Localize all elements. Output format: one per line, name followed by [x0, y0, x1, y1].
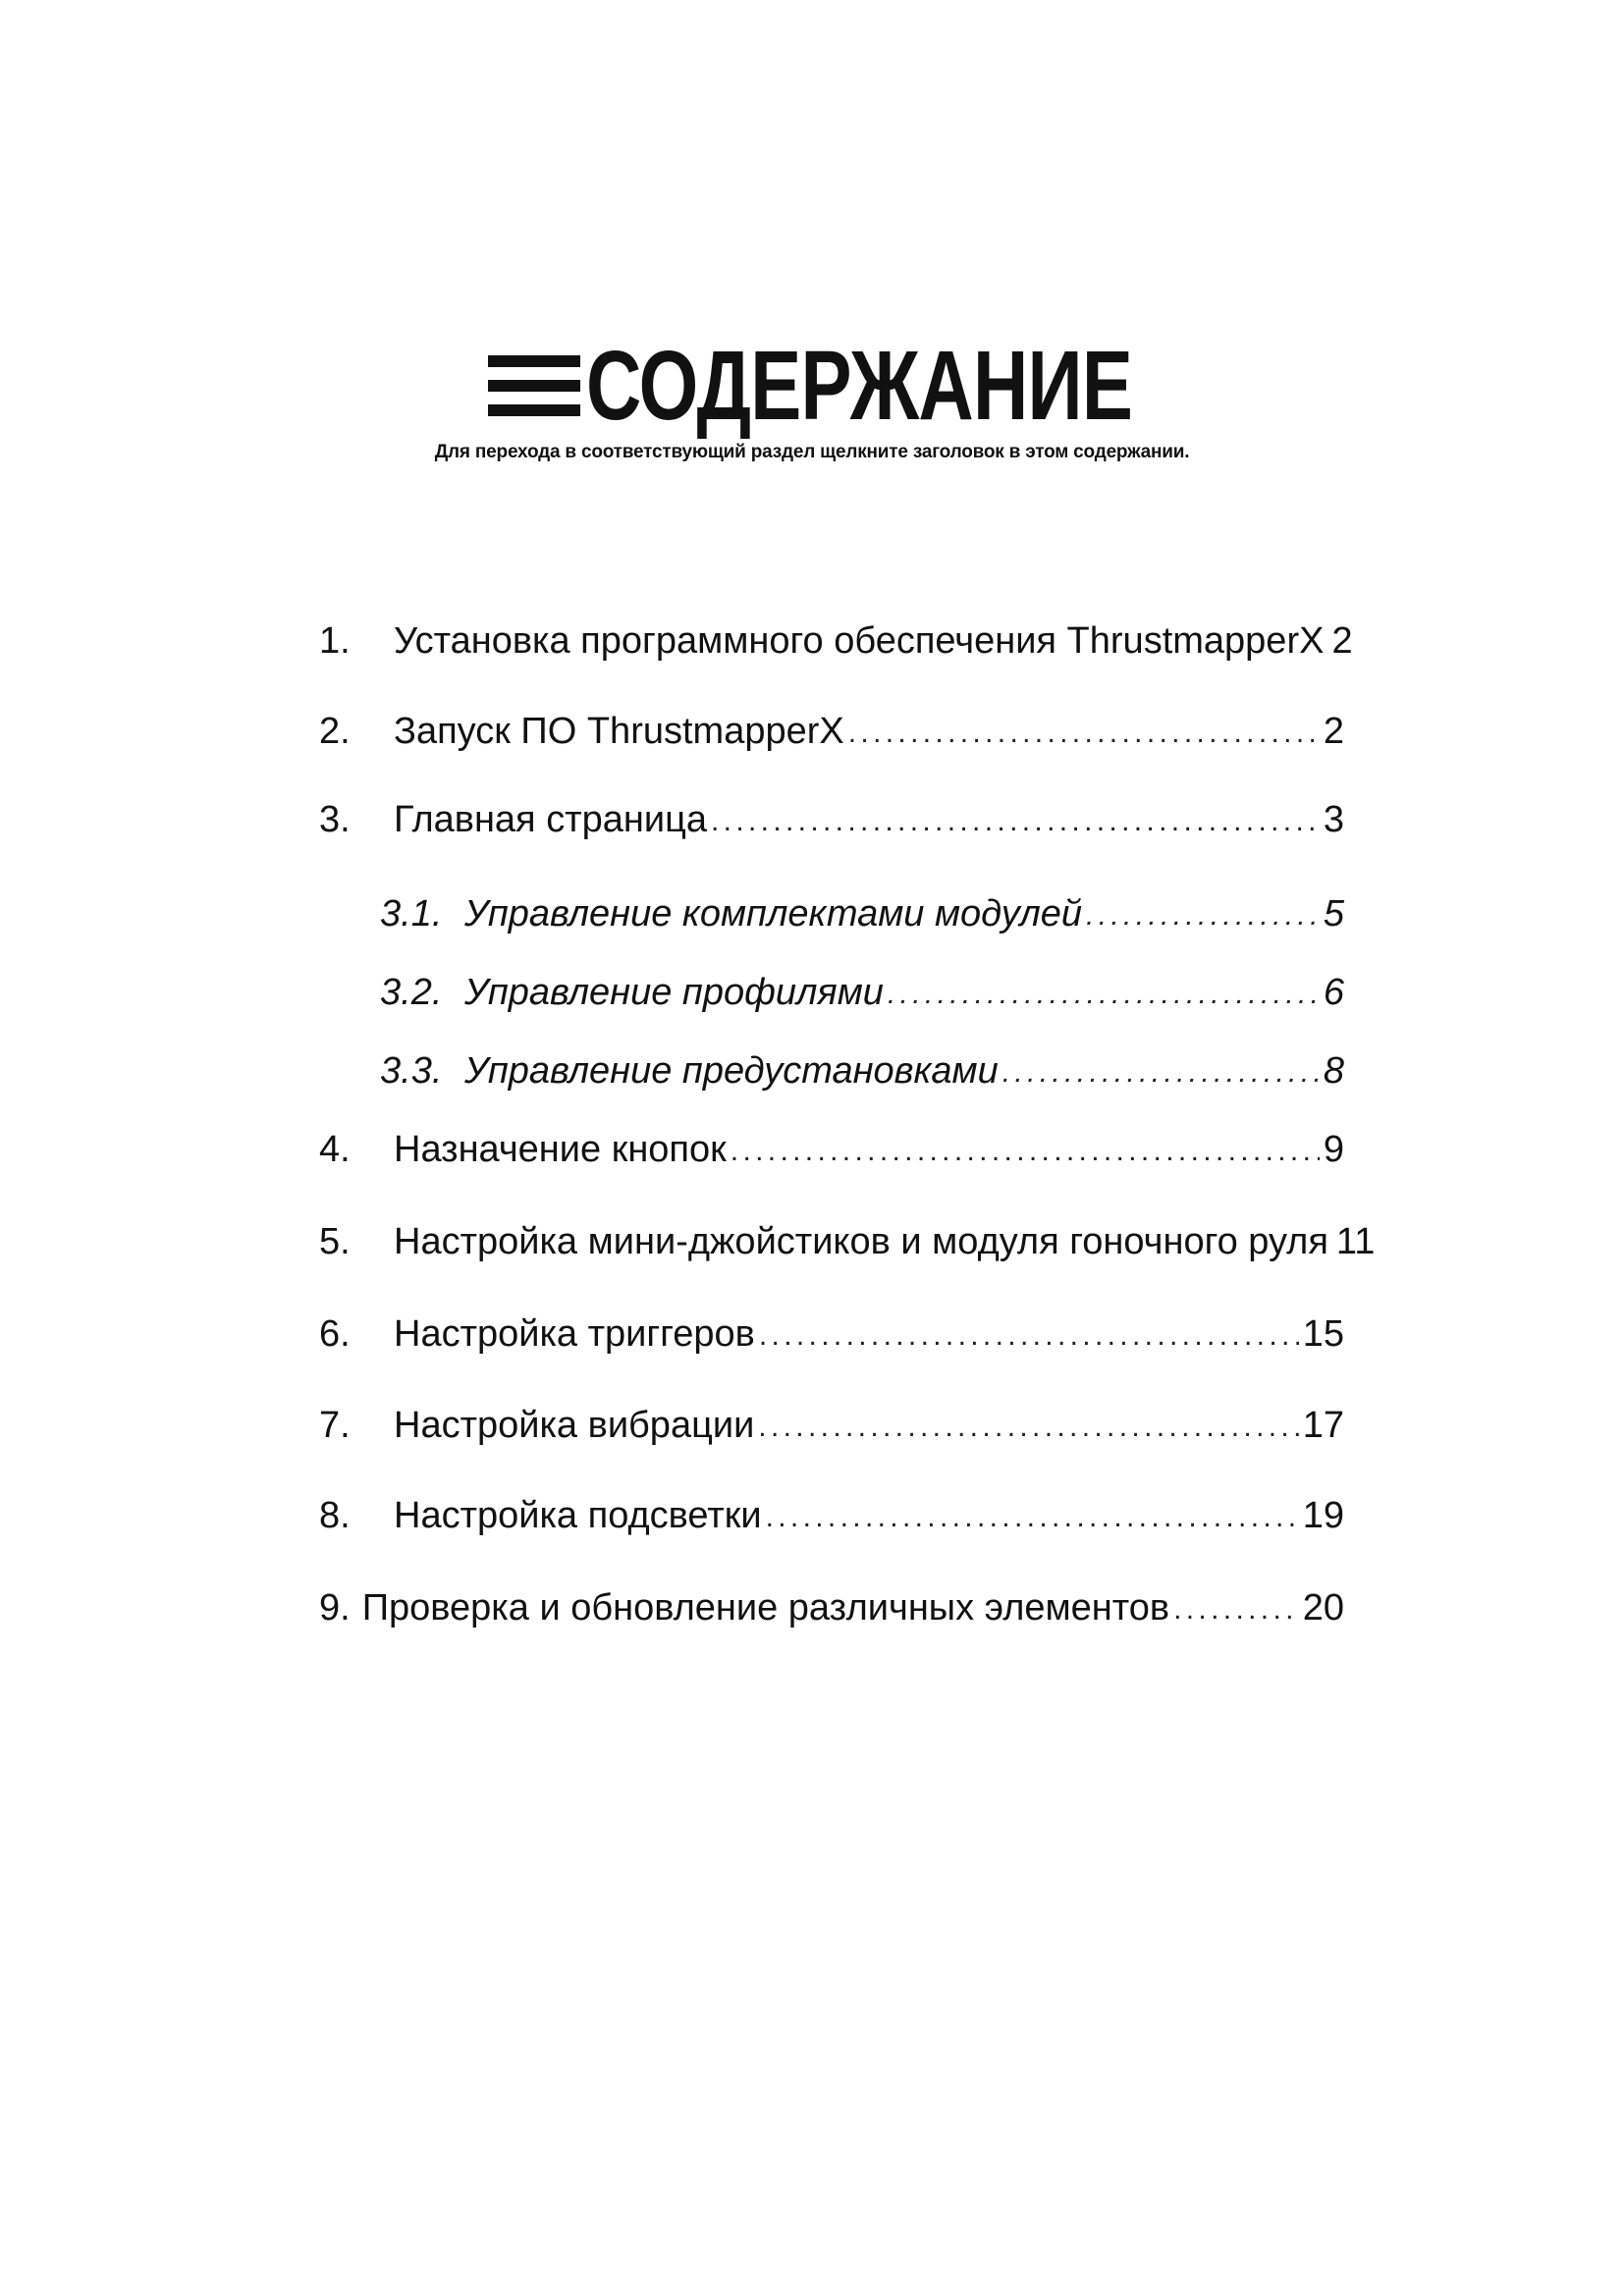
- toc-entry-label: Управление комплектами модулей: [464, 893, 1083, 934]
- toc-entry-7[interactable]: [319, 1401, 1344, 1450]
- toc-entry-page: 9: [1323, 1129, 1344, 1170]
- toc-entry-page: 20: [1302, 1587, 1344, 1629]
- toc-dot-leader: [888, 970, 1320, 1019]
- toc-entry-page: 11: [1335, 1221, 1376, 1262]
- toc-dot-leader: [848, 709, 1320, 758]
- toc-entry-number: 5.: [319, 1221, 351, 1262]
- toc-entry-page: 2: [1331, 620, 1353, 662]
- toc-entry-label: Запуск ПО ThrustmapperX: [394, 711, 844, 752]
- toc-entry-3[interactable]: [319, 795, 1344, 844]
- toc-entry-page: 15: [1302, 1313, 1344, 1355]
- toc-entry-3-2[interactable]: [380, 968, 1344, 1017]
- toc-entry-label: Управление профилями: [464, 972, 884, 1013]
- toc-entry-label: Проверка и обновление различных элементов: [361, 1587, 1170, 1629]
- toc-dot-leader: [758, 1403, 1298, 1452]
- toc-entry-number: 4.: [319, 1129, 351, 1170]
- toc-entry-page: 2: [1323, 711, 1344, 752]
- page-subtitle: Для перехода в соответствующий раздел щелкните заголовок в этом содержании.: [434, 442, 1190, 462]
- toc-entry-6[interactable]: [319, 1309, 1344, 1359]
- toc-entry-number: 3.3.: [380, 1050, 443, 1092]
- toc-entry-number: 3.1.: [380, 893, 443, 934]
- toc-entry-9[interactable]: [319, 1583, 1344, 1632]
- title-row: [0, 332, 1624, 440]
- toc-dot-leader: [1002, 1048, 1320, 1097]
- toc-dot-leader: [1086, 891, 1320, 940]
- toc-entry-page: 6: [1323, 972, 1344, 1013]
- toc-entry-label: Настройка подсветки: [394, 1495, 762, 1536]
- toc-entry-8[interactable]: [319, 1491, 1344, 1540]
- toc-entry-number: 1.: [319, 620, 351, 662]
- toc-dot-leader: [1173, 1585, 1299, 1634]
- toc-entry-2[interactable]: [319, 707, 1344, 756]
- toc-dot-leader: [711, 797, 1320, 846]
- toc-entry-number: 9.: [319, 1587, 351, 1629]
- toc-entry-label: Назначение кнопок: [394, 1129, 727, 1170]
- toc-entry-number: 3.: [319, 799, 351, 840]
- page-title: СОДЕРЖАНИЕ: [586, 331, 1133, 441]
- toc-entry-4[interactable]: [319, 1125, 1344, 1174]
- toc-entry-3-1[interactable]: [380, 889, 1344, 938]
- toc-entry-label: Настройка вибрации: [394, 1405, 755, 1446]
- toc-entry-page: 19: [1302, 1495, 1344, 1536]
- toc-entry-label: Настройка триггеров: [394, 1313, 755, 1355]
- hamburger-icon: [488, 353, 580, 418]
- toc-entry-number: 2.: [319, 711, 351, 752]
- toc-entry-label: Управление предустановками: [464, 1050, 999, 1092]
- toc-entry-label: Настройка мини-джойстиков и модуля гоночного руля: [394, 1221, 1328, 1262]
- toc-entry-label: Главная страница: [394, 799, 707, 840]
- toc-entry-number: 7.: [319, 1405, 351, 1446]
- toc-dot-leader: [766, 1493, 1299, 1542]
- toc-entry-page: 17: [1302, 1405, 1344, 1446]
- toc-entry-number: 6.: [319, 1313, 351, 1355]
- toc-entry-number: 3.2.: [380, 972, 443, 1013]
- toc-dot-leader: [759, 1311, 1299, 1361]
- toc-entry-number: 8.: [319, 1495, 351, 1536]
- toc-entry-5[interactable]: [319, 1217, 1376, 1266]
- toc-dot-leader: [731, 1127, 1320, 1176]
- toc-entry-3-3[interactable]: [380, 1046, 1344, 1095]
- toc-entry-page: 3: [1323, 799, 1344, 840]
- toc-entry-page: 5: [1323, 893, 1344, 934]
- toc-entry-page: 8: [1323, 1050, 1344, 1092]
- toc-entry-label: Установка программного обеспечения ThrustmapperX: [394, 620, 1325, 662]
- toc-entry-1[interactable]: [319, 616, 1353, 666]
